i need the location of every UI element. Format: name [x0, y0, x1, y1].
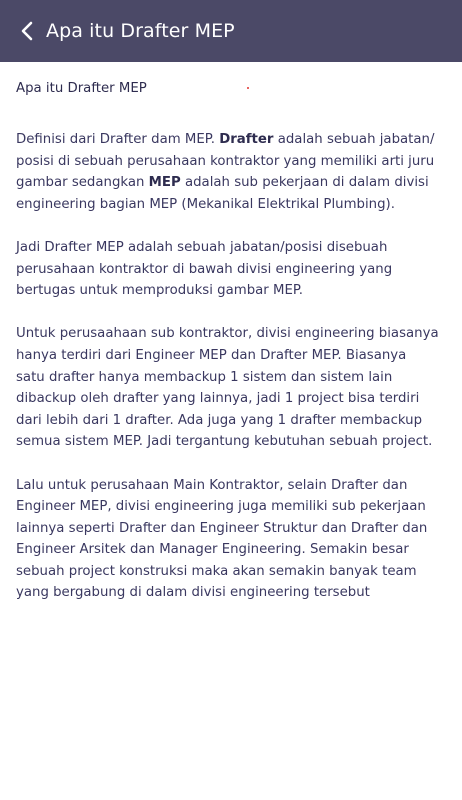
page-title: Apa itu Drafter MEP — [46, 20, 235, 42]
paragraph-definition — [16, 129, 448, 215]
paragraph-line — [16, 129, 448, 151]
paragraph-line: Jadi Drafter MEP adalah sebuah jabatan/posisi disebuah — [16, 239, 388, 255]
bold-term-drafter: Drafter — [219, 132, 274, 147]
article-content — [16, 78, 448, 626]
app-bar — [0, 0, 462, 62]
paragraph-line: satu drafter hanya membackup 1 sistem dan sistem lain — [16, 369, 393, 385]
paragraph-main-contractor — [16, 475, 448, 605]
text-span: gambar sedangkan — [16, 175, 149, 191]
red-dot-marker — [247, 87, 249, 89]
article-heading-text: Apa itu Drafter MEP — [16, 81, 147, 96]
paragraph-line: dibackup oleh drafter yang lainnya, jadi 1 project bisa terdiri — [16, 391, 420, 407]
paragraph-line — [16, 172, 448, 194]
text-span: adalah sebuah jabatan/ — [273, 132, 435, 147]
chevron-left-icon — [20, 21, 36, 41]
paragraph-line: engineering bagian MEP (Mekanikal Elektrikal Plumbing). — [16, 196, 395, 212]
paragraph-line: posisi di sebuah perusahaan kontraktor yang memiliki arti juru — [16, 153, 435, 169]
paragraph-role — [16, 237, 448, 302]
paragraph-sub-contractor — [16, 323, 448, 453]
bold-term-mep: MEP — [148, 175, 181, 191]
article-heading — [16, 78, 448, 100]
paragraph-line: lainnya seperti Drafter dan Engineer Struktur dan Drafter dan — [16, 520, 428, 536]
paragraph-line: hanya terdiri dari Engineer MEP dan Drafter MEP. Biasanya — [16, 347, 407, 363]
paragraph-line: bertugas untuk memproduksi gambar MEP. — [16, 283, 304, 299]
paragraph-line: Engineer Arsitek dan Manager Engineering. Semakin besar — [16, 542, 409, 558]
paragraph-line: Untuk perusaahaan sub kontraktor, divisi engineering biasanya — [16, 326, 439, 342]
paragraph-line: sebuah project konstruksi maka akan semakin banyak team — [16, 563, 417, 579]
paragraph-line: semua sistem MEP. Jadi tergantung kebutuhan sebuah project. — [16, 434, 433, 450]
text-span: Definisi dari Drafter dam MEP. — [16, 132, 220, 147]
paragraph-line: Engineer MEP, divisi engineering juga memiliki sub pekerjaan — [16, 499, 426, 515]
paragraph-line: dari lebih dari 1 drafter. Ada juga yang 1 drafter membackup — [16, 412, 423, 428]
text-span: adalah sub pekerjaan di dalam divisi — [180, 175, 429, 191]
paragraph-line: perusahaan kontraktor di bawah divisi engineering yang — [16, 261, 393, 277]
paragraph-line: Lalu untuk perusahaan Main Kontraktor, selain Drafter dan — [16, 477, 408, 493]
back-button[interactable] — [4, 0, 52, 62]
paragraph-line: yang bergabung di dalam divisi engineering tersebut — [16, 585, 370, 601]
